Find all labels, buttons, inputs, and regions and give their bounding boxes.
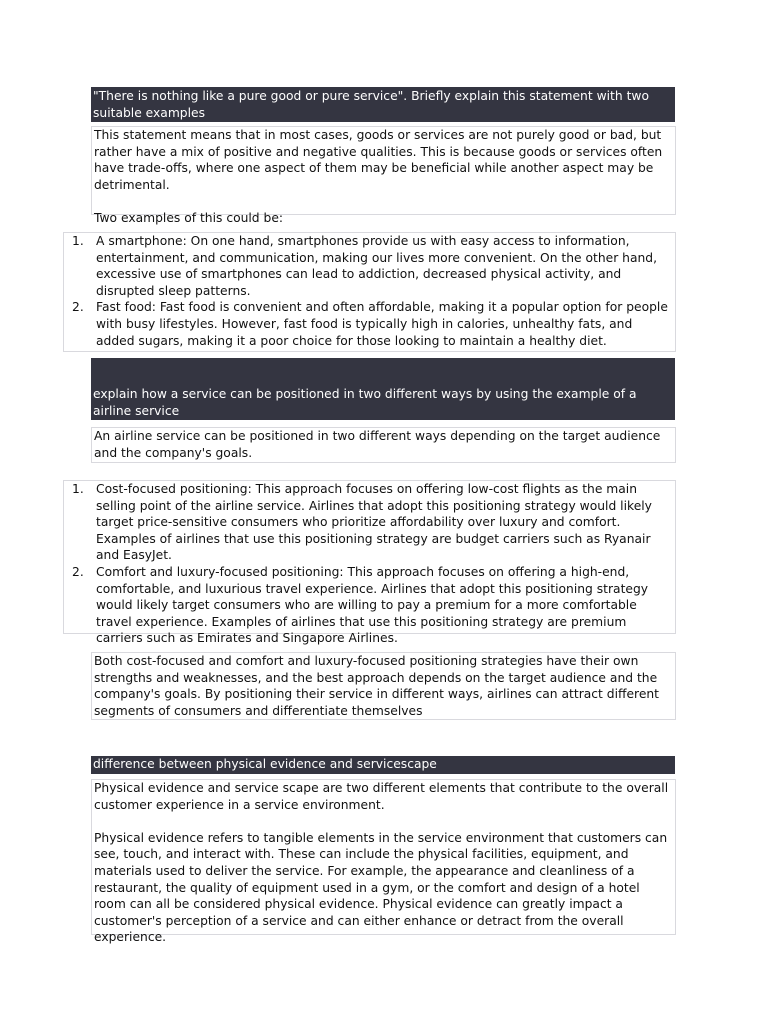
question-1-heading	[91, 87, 675, 122]
list-number: 2.	[72, 300, 84, 315]
question-2-intro	[91, 427, 676, 463]
list-item	[66, 481, 673, 564]
question-3-answer	[91, 779, 676, 945]
list-number: 2.	[72, 564, 84, 579]
answer-paragraph: This statement means that in most cases, goods or services are not purely good or bad, but rather have a mix of positive and negative qualities. This is because goods or services often have trade-offs, where one aspect of them may be beneficial while another aspect may be detrimental.	[94, 128, 663, 192]
list-item-text: Comfort and luxury-focused positioning: This approach focuses on offering a high-end, comfortable, and luxurious travel experience. Airlines that adopt this positioning strategy would likely target consumers who are willing to pay a premium for a more comfortable travel experience. Examples of airlines that use this positioning strategy are premium carriers such as Emirates and Singapore Airlines.	[96, 564, 649, 646]
question-1-answer	[91, 126, 676, 225]
question-2-heading	[91, 358, 675, 420]
question-3-heading	[91, 756, 675, 774]
list-item	[66, 564, 673, 647]
list-item	[66, 299, 673, 349]
answer-paragraph: Physical evidence and service scape are two different elements that contribute to the overall customer experience in a service environment.	[94, 781, 669, 812]
answer-paragraph: Both cost-focused and comfort and luxury-focused positioning strategies have their own strengths and weaknesses, and the best approach depends on the target audience and the company's goals. By positioning their service in different ways, airlines can attract different segments of consumers and differentiate themselves	[94, 654, 659, 718]
list-number: 1.	[72, 234, 84, 248]
answer-paragraph: Physical evidence refers to tangible elements in the service environment that customers can see, touch, and interact with. These can include the physical facilities, equipment, and materials used to deliver the service. For example, the appearance and cleanliness of a restaurant, the quality of equipment used in a gym, or the comfort and design of a hotel room can all be considered physical evidence. Physical evidence can greatly impact a customer's perception of a service and can either enhance or detract from the overall experience.	[94, 830, 668, 945]
question-2-conclusion	[91, 652, 676, 720]
answer-paragraph: An airline service can be positioned in two different ways depending on the target audience and the company's goals.	[94, 429, 661, 460]
question-2-positioning-list	[63, 480, 676, 646]
answer-paragraph: Two examples of this could be:	[94, 210, 284, 225]
list-item-text: Fast food: Fast food is convenient and often affordable, making it a popular option for people with busy lifestyles. However, fast food is typically high in calories, unhealthy fats, and added sugars, making it a poor choice for those looking to maintain a healthy diet.	[96, 300, 668, 348]
question-1-examples-list	[63, 232, 676, 352]
list-item	[66, 233, 673, 299]
question-2-heading-text: explain how a service can be positioned in two different ways by using the example of a airline service	[93, 387, 637, 418]
question-3-heading-text: difference between physical evidence and servicescape	[93, 757, 437, 771]
list-number: 1.	[72, 482, 84, 496]
question-1-heading-text: "There is nothing like a pure good or pure service". Briefly explain this statement with two suitable examples	[93, 89, 649, 120]
list-item-text: Cost-focused positioning: This approach focuses on offering low-cost flights as the main selling point of the airline service. Airlines that adopt this positioning strategy would likely target price-sensitive consumers who prioritize affordability over luxury and comfort. Examples of airlines that use this positioning strategy are budget carriers such as Ryanair and EasyJet.	[96, 482, 652, 563]
list-item-text: A smartphone: On one hand, smartphones provide us with easy access to information, entertainment, and communication, making our lives more convenient. On the other hand, excessive use of smartphones can lead to addiction, decreased physical activity, and disrupted sleep patterns.	[96, 234, 658, 298]
